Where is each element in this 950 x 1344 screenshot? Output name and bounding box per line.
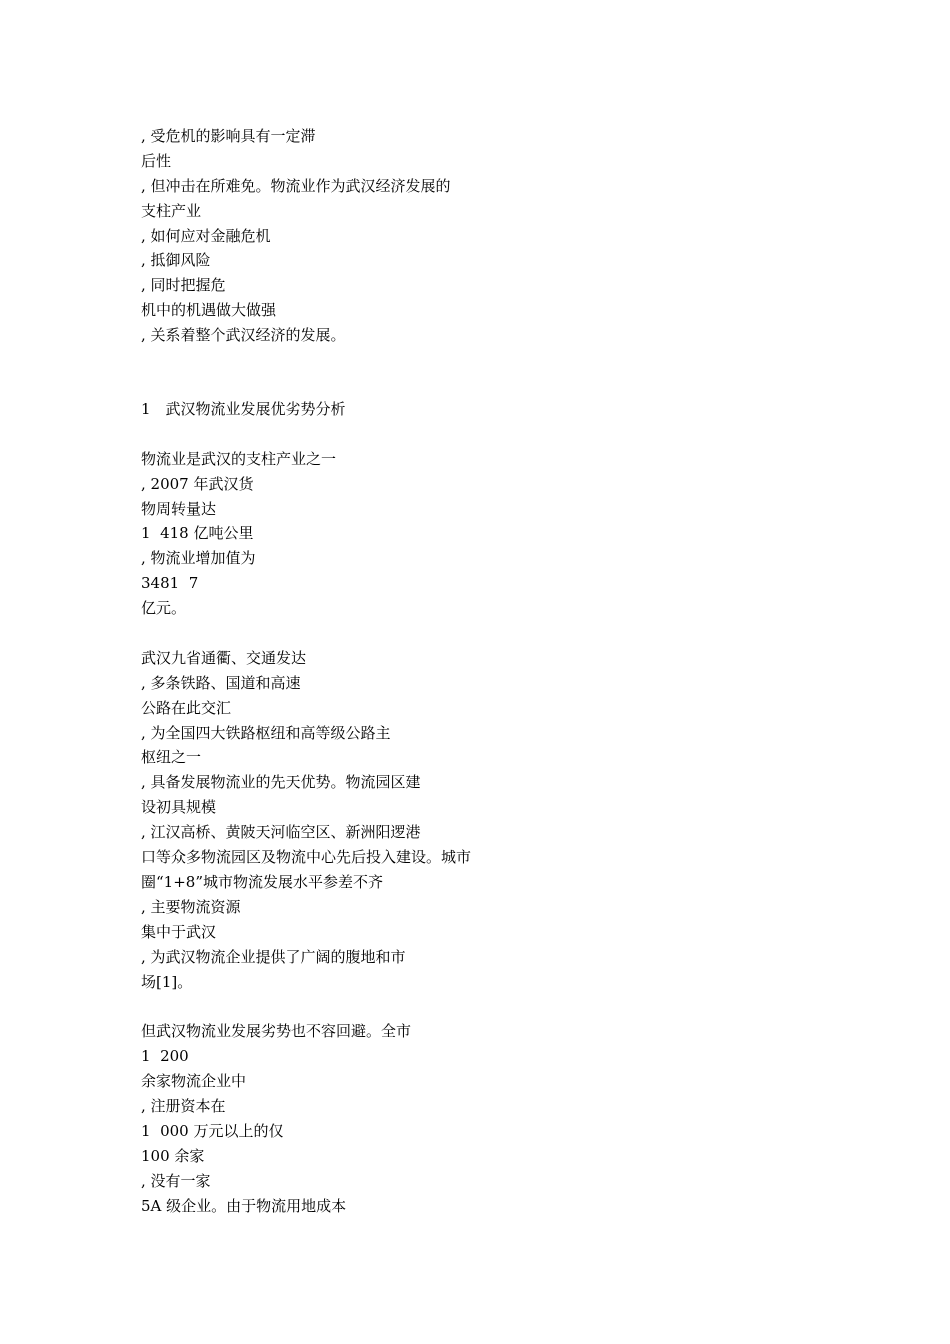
text-line: 余家物流企业中 [141,1072,247,1091]
text-line: , 多条铁路、国道和高速 [141,673,301,692]
text-line: 设初具规模 [141,798,217,817]
text-line: , 主要物流资源 [141,897,241,916]
text-line: , 为全国四大铁路枢纽和高等级公路主 [141,723,391,742]
text-line: 但武汉物流业发展劣势也不容回避。全市 [141,1022,412,1041]
text-line: , 关系着整个武汉经济的发展。 [141,326,346,345]
text-line: 3481 7 [141,574,199,593]
text-line: , 为武汉物流企业提供了广阔的腹地和市 [141,947,406,966]
text-line: 机中的机遇做大做强 [141,301,277,320]
text-line: , 同时把握危 [141,276,226,295]
text-line: 1 000 万元以上的仅 [141,1121,284,1140]
text-line: 1 418 亿吨公里 [141,524,254,543]
paragraph-crisis-impact [141,124,561,348]
text-line: 集中于武汉 [141,922,217,941]
paragraph-disadvantages [141,1019,561,1218]
text-line: 公路在此交汇 [141,698,232,717]
document-body [141,124,561,1218]
text-line: 100 余家 [141,1146,205,1165]
text-line: , 注册资本在 [141,1096,226,1115]
spacer [141,348,561,397]
spacer [141,994,561,1019]
text-line: 5A 级企业。由于物流用地成本 [141,1196,347,1215]
text-line: , 江汉高桥、黄陂天河临空区、新洲阳逻港 [141,823,421,842]
text-line: 1 200 [141,1047,189,1066]
text-line: , 抵御风险 [141,251,211,270]
spacer [141,621,561,646]
text-line: 场[1]。 [141,972,193,991]
text-line: 物周转量达 [141,499,217,518]
text-line: , 没有一家 [141,1171,211,1190]
text-line: 亿元。 [141,599,187,618]
text-line: 枢纽之一 [141,748,202,767]
paragraph-transport-advantage [141,646,561,994]
text-line: 圈“1+8”城市物流发展水平参差不齐 [141,872,383,891]
text-line: 武汉九省通衢、交通发达 [141,648,307,667]
text-line: 物流业是武汉的支柱产业之一 [141,449,337,468]
text-line: 支柱产业 [141,201,202,220]
text-line: , 2007 年武汉货 [141,474,254,493]
text-line: 后性 [141,151,172,170]
paragraph-pillar-industry [141,447,561,621]
text-line: , 受危机的影响具有一定滞 [141,127,316,145]
text-line: , 物流业增加值为 [141,549,256,568]
text-line: , 具备发展物流业的先天优势。物流园区建 [141,773,421,792]
section-heading: 1 武汉物流业发展优劣势分析 [141,400,346,419]
text-line: , 如何应对金融危机 [141,226,271,245]
text-line: , 但冲击在所难免。物流业作为武汉经济发展的 [141,176,451,195]
spacer [141,422,561,447]
text-line: 口等众多物流园区及物流中心先后投入建设。城市 [141,848,472,867]
